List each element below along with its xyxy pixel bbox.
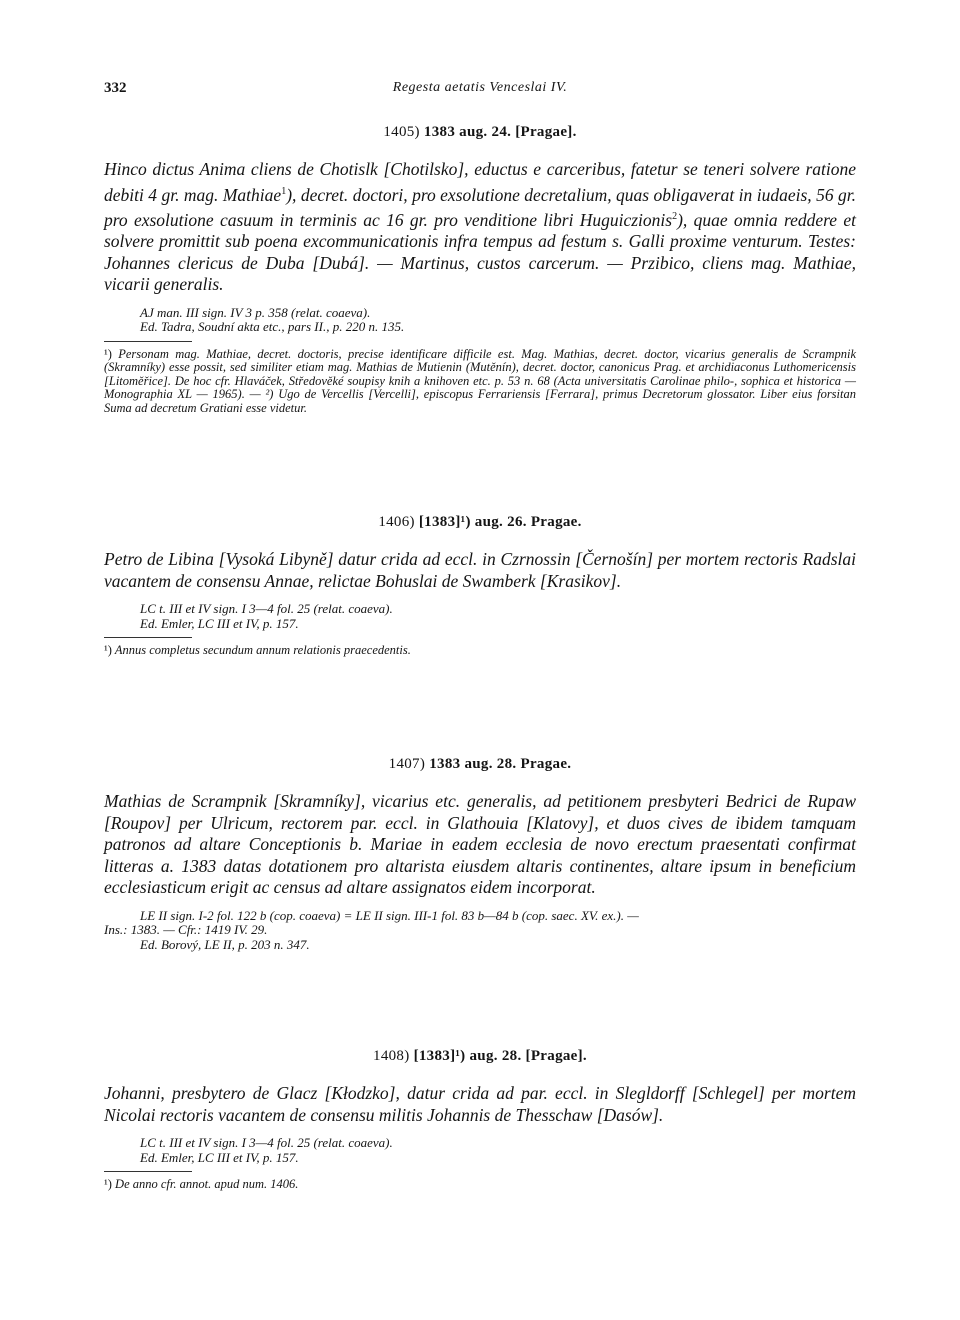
entry-title <box>104 1048 856 1065</box>
entry-sources <box>140 306 856 335</box>
footnote-number: ¹) <box>104 1177 112 1191</box>
entry-sources <box>140 1136 856 1165</box>
body-part: Hinco dictus Anima cliens de Chotislk [Chotilsko], eductus e carceribus, fatetur se teneri solvere ratione debiti 4 gr. mag. Mathiae <box>104 159 856 205</box>
page-header <box>104 80 856 100</box>
footnote-divider <box>104 637 192 638</box>
body-part: ), quae omnia reddere et solvere promittit sub poena excommunicationis infra tempus ad festum s. Galli proxime venturum. Testes: Johannes clericus de Duba [Dubá]. — Martinus, custos carcerum. — Przibico, cliens mag. Mathiae, vicarii generalis. <box>104 209 856 295</box>
entry-date: 1383 aug. 28. Pragae. <box>429 756 572 772</box>
footnote-text: Personam mag. Mathiae, decret. doctoris, precise identificare difficile est. Mag. Mathias, decret. doctor, vicarius generalis de Scrampnik (Skramníky) esse possit, sed similiter etiam mag. Mathias de Mutienin (Mutěnín), decret. doctor, canonicus Prag. et archidiaconus Luthomericensis [Litoměřice]. De hoc cfr. Hlaváček, Středověké soupisy knih a knihoven etc. p. 53 n. 68 (Acta universitatis Carolinae philo-, sophica et historica — Monographia XL — 1965). — ²) Ugo de Vercellis [Vercelli], episcopus Ferrariensis [Ferrara], primus Decretorum glossator. Liber eius forsitan Suma ad decretum Gratiani esse videtur. <box>104 346 856 415</box>
footnote-number: ¹) <box>104 643 112 657</box>
footnote-ref: 1 <box>281 185 287 197</box>
entry-body <box>104 159 856 296</box>
footnote <box>104 348 856 416</box>
footnote-number: ¹) <box>104 346 112 361</box>
footnote-divider <box>104 1171 192 1172</box>
entry-1408 <box>104 1048 856 1192</box>
entry-number: 1405) <box>383 124 420 140</box>
entry-date: 1383 aug. 24. [Pragae]. <box>423 124 577 140</box>
entry-title <box>104 514 856 531</box>
entry-sources <box>104 909 856 953</box>
running-title: Regesta aetatis Venceslai IV. <box>392 80 568 95</box>
entry-date: [1383]¹) aug. 26. Pragae. <box>418 514 582 530</box>
footnote <box>104 644 856 658</box>
entry-number: 1406) <box>378 514 415 530</box>
entry-title <box>104 124 856 141</box>
entry-number: 1408) <box>373 1048 410 1064</box>
source-line: Ed. Tadra, Soudní akta etc., pars II., p. 220 n. 135. <box>140 319 405 335</box>
footnote-text: Annus completus secundum annum relationis praecedentis. <box>114 643 411 657</box>
page-number: 332 <box>104 80 127 96</box>
source-line: LE II sign. I-2 fol. 122 b (cop. coaeva) = LE II sign. III-1 fol. 83 b—84 b (cop. saec. XV. ex.). — <box>140 907 639 923</box>
source-line: AJ man. III sign. IV 3 p. 358 (relat. coaeva). <box>140 304 371 320</box>
entry-1407 <box>104 756 856 952</box>
footnote-text: De anno cfr. annot. apud num. 1406. <box>115 1177 299 1191</box>
entry-1405 <box>104 124 856 415</box>
source-line: Ed. Emler, LC III et IV, p. 157. <box>140 615 299 631</box>
entry-sources <box>140 602 856 631</box>
footnote-divider <box>104 341 192 342</box>
source-line: Ed. Emler, LC III et IV, p. 157. <box>140 1149 299 1165</box>
entry-body: Mathias de Scrampnik [Skramníky], vicarius etc. generalis, ad petitionem presbyteri Bedrici de Rupaw [Roupov] per Ulricum, rectorem par. eccl. in Glathouia [Klatovy], et duos cives de ibidem tamquam patronos ad altare Conceptionis b. Mariae in eadem ecclesia de novo erectum praesentati confirmat litteras a. 1383 datas dotationem pro altarista eiusdem altaris continentes, altare ipsum in beneficium ecclesiasticum erigit ac census ad altare assignatos eidem incorporat. <box>104 791 856 897</box>
footnote-ref: 2 <box>672 210 678 222</box>
source-line: Ed. Borový, LE II, p. 203 n. 347. <box>140 936 310 952</box>
entry-body: Petro de Libina [Vysoká Libyně] datur crida ad eccl. in Czrnossin [Černošín] per mortem rectoris Radslai vacantem de consensu Annae, relictae Bohuslai de Swamberk [Krasikov]. <box>104 549 856 591</box>
entry-body: Johanni, presbytero de Glacz [Kłodzko], datur crida ad par. eccl. in Slegldorff [Schlegel] per mortem Nicolai rectoris vacantem de consensu militis Johannis de Thesschaw [Dasów]. <box>104 1083 856 1125</box>
source-line: LC t. III et IV sign. I 3—4 fol. 25 (relat. coaeva). <box>140 1135 393 1150</box>
entry-number: 1407) <box>388 756 426 772</box>
entry-date: [1383]¹) aug. 28. [Pragae]. <box>413 1048 587 1064</box>
body-part: ), decret. doctori, pro exsolutione decretalium, quas obligaverat in iudaeis, 56 gr. pro exsolutione casuum in terminis ac 16 gr. pro venditione libri Huguiczionis <box>104 184 857 230</box>
entry-title <box>104 756 856 773</box>
footnote <box>104 1178 856 1192</box>
entry-1406 <box>104 514 856 658</box>
source-line: Ins.: 1383. — Cfr.: 1419 IV. 29. <box>104 922 268 937</box>
source-line: LC t. III et IV sign. I 3—4 fol. 25 (relat. coaeva). <box>140 601 393 616</box>
